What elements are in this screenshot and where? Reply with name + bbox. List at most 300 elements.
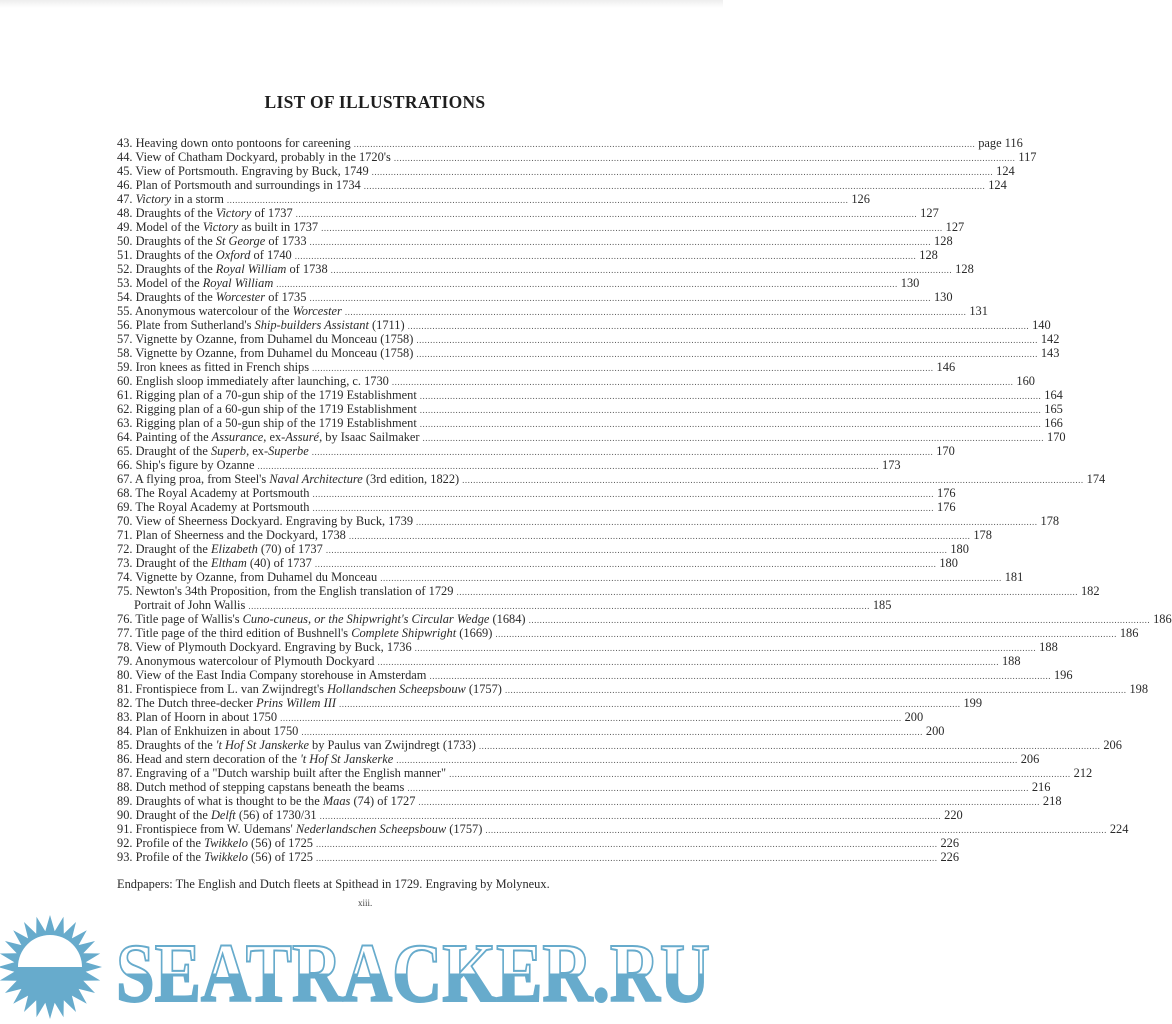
illustration-caption xyxy=(117,514,413,528)
caption-text: (1757) xyxy=(465,682,502,696)
caption-text: Frontispiece from L. van Zwijndregt's xyxy=(135,682,328,696)
list-item xyxy=(117,360,956,374)
illustration-caption xyxy=(117,290,306,304)
illustration-number: 78. xyxy=(117,640,133,654)
caption-text: Draught of the xyxy=(135,556,211,570)
dot-leader xyxy=(321,221,943,235)
list-item xyxy=(117,780,1051,794)
caption-text: Title page of the third edition of Bushnell's xyxy=(135,626,352,640)
illustration-caption xyxy=(117,192,224,206)
page-reference: 200 xyxy=(925,724,945,738)
page-reference: 182 xyxy=(1080,584,1100,598)
dot-leader xyxy=(280,711,902,725)
illustration-caption xyxy=(117,486,310,500)
italic-title: Victory xyxy=(135,192,172,206)
dot-leader xyxy=(258,459,880,473)
illustration-number: 50. xyxy=(117,234,133,248)
illustration-caption xyxy=(117,346,413,360)
illustration-number: 86. xyxy=(117,752,133,766)
illustration-number: 73. xyxy=(117,556,133,570)
italic-title: Ship-builders Assistant xyxy=(254,318,369,332)
caption-text: Portrait of John Wallis xyxy=(134,598,246,612)
caption-text: by Paulus van Zwijndregt (1733) xyxy=(308,738,476,752)
page-reference: 176 xyxy=(937,500,956,514)
page-reference: 140 xyxy=(1032,318,1051,332)
page-reference: 199 xyxy=(963,696,983,710)
dot-leader xyxy=(420,403,1042,417)
page-reference: 124 xyxy=(988,178,1007,192)
page-reference: 180 xyxy=(950,542,969,556)
italic-title: Cuno-cuneus, or the Shipwright's Circular Wedge xyxy=(242,612,490,626)
dot-leader xyxy=(276,277,898,291)
caption-text: Profile of the xyxy=(135,850,205,864)
dot-leader xyxy=(408,319,1030,333)
list-item xyxy=(117,556,958,570)
page-reference: 206 xyxy=(1103,738,1122,752)
dot-leader xyxy=(310,235,932,249)
illustration-caption xyxy=(117,304,342,318)
dot-leader xyxy=(420,417,1042,431)
italic-title: Prins Willem III xyxy=(256,696,336,710)
caption-text: Title page of Wallis's xyxy=(135,612,243,626)
illustration-caption xyxy=(117,234,307,248)
illustration-caption xyxy=(117,780,404,794)
illustration-number: 79. xyxy=(117,654,133,668)
dot-leader xyxy=(345,305,967,319)
illustration-number: 56. xyxy=(117,318,133,332)
page-reference: 174 xyxy=(1086,472,1106,486)
page-reference: 124 xyxy=(996,164,1015,178)
caption-text: (40) of 1737 xyxy=(246,556,312,570)
list-item xyxy=(117,696,983,710)
dot-leader xyxy=(529,613,1151,627)
illustration-number: 49. xyxy=(117,220,133,234)
caption-text: (74) of 1727 xyxy=(350,794,416,808)
illustration-number: 71. xyxy=(117,528,133,542)
illustration-number: 90. xyxy=(117,808,133,822)
caption-text: (1669) xyxy=(456,626,493,640)
list-item xyxy=(117,136,1023,150)
caption-text: Draught of the xyxy=(135,444,211,458)
list-item xyxy=(117,528,992,542)
illustration-number: 66. xyxy=(117,458,133,472)
illustration-number: 84. xyxy=(117,724,133,738)
caption-text: The Royal Academy at Portsmouth xyxy=(135,500,310,514)
dot-leader xyxy=(309,291,931,305)
list-item xyxy=(117,710,924,724)
italic-title: Maas xyxy=(322,794,351,808)
illustration-caption xyxy=(117,206,293,220)
caption-text: Draught of the xyxy=(135,808,211,822)
list-item xyxy=(117,668,1073,682)
caption-text: as built in 1737 xyxy=(238,220,319,234)
dot-leader xyxy=(416,347,1038,361)
list-item xyxy=(117,388,1063,402)
caption-text: Model of the xyxy=(135,276,203,290)
page-reference: 166 xyxy=(1044,416,1063,430)
caption-text: Draughts of the xyxy=(135,234,216,248)
caption-text: Rigging plan of a 50-gun ship of the 1719 Establishment xyxy=(135,416,417,430)
scan-edge-shadow xyxy=(0,0,723,8)
italic-title: Hollandschen Scheepsbouw xyxy=(327,682,466,696)
illustration-caption xyxy=(117,794,415,808)
page-reference: 206 xyxy=(1020,752,1040,766)
dot-leader xyxy=(479,739,1101,753)
list-item xyxy=(117,346,1060,360)
list-item xyxy=(117,290,953,304)
list-item xyxy=(117,850,960,864)
caption-text: Frontispiece from W. Udemans' xyxy=(135,822,296,836)
illustration-number: 64. xyxy=(117,430,133,444)
page-reference: 127 xyxy=(945,220,965,234)
list-item xyxy=(117,822,1129,836)
list-item xyxy=(117,430,1066,444)
dot-leader xyxy=(248,599,870,613)
caption-text: Iron knees as fitted in French ships xyxy=(135,360,310,374)
illustration-caption xyxy=(117,626,492,640)
illustration-caption xyxy=(117,710,277,724)
dot-leader xyxy=(301,725,923,739)
illustration-caption xyxy=(117,332,413,346)
dot-leader xyxy=(315,557,937,571)
illustration-number: 69. xyxy=(117,500,133,514)
caption-text: View of Chatham Dockyard, probably in the 1720's xyxy=(135,150,391,164)
page-reference: 128 xyxy=(919,248,938,262)
page-title: LIST OF ILLUSTRATIONS xyxy=(264,92,486,112)
page-reference: 186 xyxy=(1119,626,1139,640)
caption-text: Vignette by Ozanne, from Duhamel du Monceau (1758) xyxy=(135,346,414,360)
caption-text: of 1733 xyxy=(265,234,307,248)
illustration-number: 65. xyxy=(117,444,133,458)
list-item xyxy=(117,654,1021,668)
dot-leader xyxy=(505,683,1127,697)
italic-title: Worcester xyxy=(292,304,342,318)
illustration-caption xyxy=(117,640,412,654)
caption-text: Draughts of the xyxy=(135,262,216,276)
dot-leader xyxy=(312,445,934,459)
illustration-number: 74. xyxy=(117,570,133,584)
italic-title: Worcester xyxy=(215,290,266,304)
list-item xyxy=(117,416,1063,430)
illustration-caption xyxy=(117,738,476,752)
illustration-caption xyxy=(117,416,417,430)
illustration-number: 47. xyxy=(117,192,133,206)
illustration-caption xyxy=(117,766,446,780)
illustration-caption xyxy=(117,388,417,402)
dot-leader xyxy=(227,193,849,207)
page-reference: 143 xyxy=(1040,346,1060,360)
dot-leader xyxy=(364,179,986,193)
caption-text: of 1740 xyxy=(250,248,292,262)
caption-text: of 1737 xyxy=(251,206,293,220)
dot-leader xyxy=(420,389,1042,403)
dot-leader xyxy=(313,487,935,501)
illustration-caption xyxy=(117,682,502,696)
illustration-number: 80. xyxy=(117,668,133,682)
italic-title: Eltham xyxy=(210,556,247,570)
illustration-caption xyxy=(117,262,328,276)
illustration-caption xyxy=(117,150,391,164)
illustration-number: 70. xyxy=(117,514,133,528)
caption-text: of 1735 xyxy=(265,290,307,304)
page-reference: 160 xyxy=(1016,374,1035,388)
dot-leader xyxy=(462,473,1084,487)
list-item xyxy=(117,486,956,500)
list-item xyxy=(117,570,1024,584)
illustration-number: 91. xyxy=(117,822,133,836)
page-reference: 128 xyxy=(934,234,953,248)
dot-leader xyxy=(296,207,918,221)
illustration-caption xyxy=(117,556,312,570)
illustration-caption xyxy=(117,612,526,626)
dot-leader xyxy=(416,333,1038,347)
caption-text: View of the East India Company storehouse in Amsterdam xyxy=(135,668,427,682)
italic-title: Elizabeth xyxy=(210,542,258,556)
illustration-number: 63. xyxy=(117,416,133,430)
caption-text: Vignette by Ozanne, from Duhamel du Monceau xyxy=(135,570,378,584)
italic-title: Superb xyxy=(210,444,247,458)
page-reference: 200 xyxy=(904,710,924,724)
list-item xyxy=(117,234,953,248)
illustration-caption xyxy=(117,430,420,444)
dot-leader xyxy=(312,361,934,375)
caption-text: Draughts of the xyxy=(135,290,216,304)
illustration-number: 44. xyxy=(117,150,133,164)
list-item xyxy=(117,794,1062,808)
illustration-number: 67. xyxy=(117,472,133,486)
illustration-number: 89. xyxy=(117,794,133,808)
list-item xyxy=(117,276,920,290)
italic-title: St George xyxy=(215,234,266,248)
dot-leader xyxy=(316,851,938,865)
dot-leader xyxy=(429,669,1051,683)
illustration-number: 58. xyxy=(117,346,133,360)
illustration-caption xyxy=(117,248,292,262)
dot-leader xyxy=(372,165,994,179)
italic-title: Royal William xyxy=(202,276,274,290)
caption-text: Painting of the xyxy=(135,430,212,444)
italic-title: Assurance xyxy=(211,430,264,444)
dot-leader xyxy=(416,515,1038,529)
caption-text: Rigging plan of a 70-gun ship of the 1719 Establishment xyxy=(135,388,417,402)
page-reference: 130 xyxy=(933,290,953,304)
illustration-number: 83. xyxy=(117,710,133,724)
dot-leader xyxy=(415,641,1037,655)
illustration-number: 54. xyxy=(117,290,133,304)
page-reference: 186 xyxy=(1153,612,1172,626)
caption-text: , ex- xyxy=(263,430,286,444)
list-item xyxy=(117,500,956,514)
list-item xyxy=(117,458,901,472)
dot-leader xyxy=(320,809,942,823)
page-reference: 170 xyxy=(1047,430,1066,444)
page-reference: 165 xyxy=(1044,402,1063,416)
list-item xyxy=(117,150,1037,164)
caption-text: (1684) xyxy=(489,612,526,626)
illustration-number: 53. xyxy=(117,276,133,290)
page-reference: 180 xyxy=(939,556,958,570)
page-reference: 117 xyxy=(1018,150,1037,164)
illustration-number: 55. xyxy=(117,304,133,318)
caption-text: (1757) xyxy=(446,822,483,836)
caption-text: Profile of the xyxy=(135,836,205,850)
illustration-caption xyxy=(117,836,313,850)
illustration-caption xyxy=(117,444,309,458)
page-reference: 224 xyxy=(1109,822,1129,836)
page-reference: 131 xyxy=(969,304,988,318)
caption-text: Vignette by Ozanne, from Duhamel du Monceau (1758) xyxy=(135,332,414,346)
list-item xyxy=(117,640,1058,654)
caption-text: Draughts of the xyxy=(135,738,216,752)
caption-text: (56) of 1725 xyxy=(247,850,313,864)
caption-text: , by Isaac Sailmaker xyxy=(319,430,420,444)
caption-text: in a storm xyxy=(171,192,224,206)
caption-text: , ex- xyxy=(246,444,269,458)
italic-title: Twikkelo xyxy=(204,836,248,850)
italic-title: Delft xyxy=(210,808,236,822)
list-item xyxy=(117,178,1007,192)
dot-leader xyxy=(295,249,917,263)
dot-leader xyxy=(485,823,1107,837)
list-item xyxy=(117,598,892,612)
caption-text: Draught of the xyxy=(135,542,211,556)
caption-text: Model of the xyxy=(135,220,203,234)
dot-leader xyxy=(339,697,961,711)
page-reference: 173 xyxy=(882,458,901,472)
dot-leader xyxy=(316,837,938,851)
illustration-number: 43. xyxy=(117,136,133,150)
list-item xyxy=(117,542,969,556)
page-reference: page 116 xyxy=(978,136,1023,150)
caption-text: (56) of 1725 xyxy=(247,836,313,850)
caption-text: (70) of 1737 xyxy=(257,542,323,556)
list-item xyxy=(117,262,974,276)
page-reference: 198 xyxy=(1129,682,1149,696)
italic-title: 't Hof St Janskerke xyxy=(215,738,309,752)
list-item xyxy=(117,738,1122,752)
page-reference: 164 xyxy=(1044,388,1063,402)
caption-text: The Royal Academy at Portsmouth xyxy=(135,486,310,500)
list-item xyxy=(117,752,1040,766)
illustration-number: 51. xyxy=(117,248,133,262)
caption-text: Anonymous watercolour of Plymouth Dockyard xyxy=(134,654,375,668)
caption-text: Draughts of the xyxy=(135,248,216,262)
list-item xyxy=(117,682,1149,696)
illustration-number: 87. xyxy=(117,766,133,780)
illustration-caption xyxy=(117,822,482,836)
illustration-caption xyxy=(117,178,361,192)
dot-leader xyxy=(313,501,935,515)
dot-leader xyxy=(495,627,1117,641)
dot-leader xyxy=(326,543,948,557)
illustration-number: 92. xyxy=(117,836,133,850)
illustration-caption xyxy=(117,696,336,710)
list-item xyxy=(117,444,955,458)
list-item xyxy=(117,612,1172,626)
page-reference: 218 xyxy=(1042,794,1062,808)
list-item xyxy=(117,724,945,738)
dot-leader xyxy=(456,585,1078,599)
illustration-number: 60. xyxy=(117,374,133,388)
dot-leader xyxy=(349,529,971,543)
caption-text: Plan of Sheerness and the Dockyard, 1738 xyxy=(135,528,346,542)
italic-title: Naval Architecture xyxy=(269,472,363,486)
illustration-caption xyxy=(117,164,369,178)
list-item xyxy=(117,206,939,220)
dot-leader xyxy=(354,137,976,151)
caption-text: Plan of Portsmouth and surroundings in 1734 xyxy=(135,178,361,192)
illustration-caption xyxy=(117,724,298,738)
caption-text: Engraving of a "Dutch warship built after the English manner" xyxy=(135,766,447,780)
italic-title: 't Hof St Janskerke xyxy=(300,752,394,766)
page-reference: 188 xyxy=(1001,654,1021,668)
illustration-number: 48. xyxy=(117,206,133,220)
caption-text: The Dutch three-decker xyxy=(135,696,257,710)
page-reference: 170 xyxy=(936,444,955,458)
illustration-number: 52. xyxy=(117,262,133,276)
illustration-caption xyxy=(117,360,309,374)
page-reference: 128 xyxy=(955,262,974,276)
illustration-caption xyxy=(117,528,346,542)
illustration-number: 61. xyxy=(117,388,133,402)
caption-text: Head and stern decoration of the xyxy=(135,752,301,766)
dot-leader xyxy=(392,375,1014,389)
illustration-caption xyxy=(117,318,405,332)
dot-leader xyxy=(407,781,1029,795)
illustration-caption xyxy=(117,654,374,668)
page-reference: 126 xyxy=(851,192,870,206)
illustration-caption xyxy=(117,570,377,584)
illustration-number: 59. xyxy=(117,360,133,374)
page-reference: 178 xyxy=(973,528,992,542)
illustration-caption xyxy=(117,402,417,416)
caption-text: View of Portsmouth. Engraving by Buck, 1749 xyxy=(135,164,369,178)
page-reference: 146 xyxy=(936,360,956,374)
list-item xyxy=(117,248,938,262)
italic-title: Assuré xyxy=(285,430,320,444)
caption-text: Plate from Sutherland's xyxy=(135,318,255,332)
dot-leader xyxy=(418,795,1040,809)
page-number: xiii. xyxy=(358,898,373,908)
illustration-caption xyxy=(117,458,255,472)
illustration-caption xyxy=(117,136,351,150)
list-item xyxy=(117,304,988,318)
caption-text: Plan of Enkhuizen in about 1750 xyxy=(135,724,299,738)
list-item xyxy=(117,192,870,206)
page-reference: 176 xyxy=(937,486,956,500)
illustration-number: 72. xyxy=(117,542,133,556)
caption-text: Ship's figure by Ozanne xyxy=(135,458,255,472)
page-reference: 216 xyxy=(1031,780,1051,794)
list-item xyxy=(117,514,1060,528)
watermark-text: SEATRACKER.RU xyxy=(116,927,710,1020)
caption-text: A flying proa, from Steel's xyxy=(134,472,270,486)
illustration-caption xyxy=(117,850,313,864)
page-reference: 178 xyxy=(1040,514,1060,528)
caption-text: Heaving down onto pontoons for careening xyxy=(135,136,351,150)
italic-title: Victory xyxy=(202,220,239,234)
list-item xyxy=(117,332,1060,346)
dot-leader xyxy=(423,431,1045,445)
italic-title: Twikkelo xyxy=(204,850,248,864)
caption-text: Newton's 34th Proposition, from the English translation of 1729 xyxy=(135,584,454,598)
illustration-number: 57. xyxy=(117,332,133,346)
illustration-caption xyxy=(117,668,426,682)
dot-leader xyxy=(331,263,953,277)
illustration-caption xyxy=(117,808,317,822)
page-reference: 142 xyxy=(1040,332,1060,346)
page-reference: 212 xyxy=(1073,766,1093,780)
